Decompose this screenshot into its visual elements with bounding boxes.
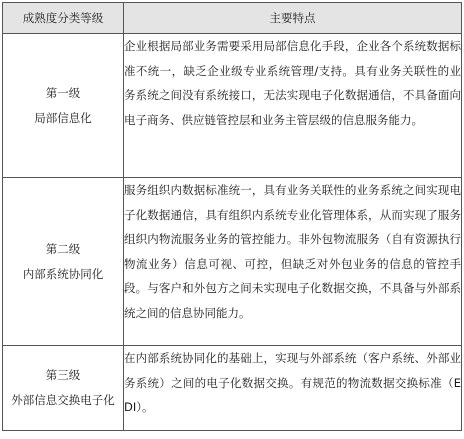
feature-cell: 在内部系统协同化的基础上，实现与外部系统（客户系统、外部业务系统）之间的电子化数据交换。有规范的物流数据交换标准（EDI）。: [124, 346, 462, 431]
table-header-row: [3, 3, 462, 34]
header-main-features: 主要特点: [124, 3, 462, 34]
feature-cell: 企业根据局部业务需要采用局部信息化手段，企业各个系统数据标准不统一，缺乏企业级专业系统管理/支持。具有业务关联性的业务系统之间没有系统接口，无法实现电子化数据通信，不具备面向电子商务、供应链管控层和业务主管层级的信息服务能力。: [124, 34, 462, 178]
level-cell: [3, 34, 124, 178]
feature-cell: 服务组织内数据标准统一，具有业务关联性的业务系统之间实现电子化数据通信，具有组织内系统专业化管理体系，从而实现了服务组织内物流服务业务的管控能力。非外包物流服务（自有资源执行物流业务）信息可视、可控，但缺乏对外包业务的信息的管控手段。与客户和外包方之间未实现电子化数据交换，不具备与外部系统之间的信息协同能力。: [124, 178, 462, 346]
level-name: 内部系统协同化: [22, 266, 104, 281]
level-name: 局部信息化: [34, 110, 92, 125]
level-cell: [3, 346, 124, 431]
maturity-level-table: [2, 2, 462, 431]
table-row: [3, 178, 462, 346]
table-row: [3, 34, 462, 178]
table-row: [3, 346, 462, 431]
maturity-table-sheet: [2, 2, 461, 436]
level-number: 第一级: [45, 85, 81, 100]
level-number: 第三级: [45, 368, 81, 382]
level-name: 外部信息交换电子化: [11, 393, 115, 407]
level-cell: [3, 178, 124, 346]
level-number: 第二级: [45, 241, 81, 256]
header-maturity-level: 成熟度分类等级: [3, 3, 124, 34]
